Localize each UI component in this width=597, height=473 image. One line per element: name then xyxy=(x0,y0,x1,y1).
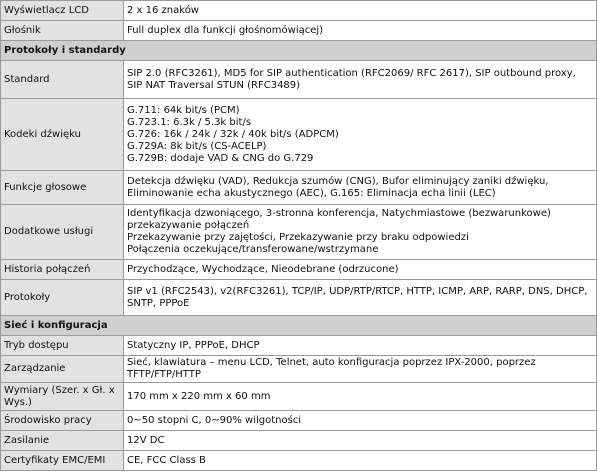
spec-value: G.711: 64k bit/s (PCM) G.723.1: 6.3k / 5.3k bit/s G.726: 16k / 24k / 32k / 40k bit/s (ADPCM) G.729A: 8k bit/s (CS-ACELP) G.729B: dodaje VAD & CNG do G.729 xyxy=(124,99,597,171)
spec-row xyxy=(1,21,597,41)
spec-label: Standard xyxy=(1,61,124,99)
spec-row xyxy=(1,1,597,21)
spec-row xyxy=(1,99,597,171)
spec-row xyxy=(1,336,597,356)
section-header xyxy=(1,41,597,61)
spec-label: Historia połączeń xyxy=(1,260,124,280)
spec-value: Sieć, klawiatura – menu LCD, Telnet, auto konfiguracja poprzez IPX-2000, poprzez TFTP/FTP/HTTP xyxy=(124,356,597,383)
spec-value: 2 x 16 znaków xyxy=(124,1,597,21)
spec-value: SIP v1 (RFC2543), v2(RFC3261), TCP/IP, UDP/RTP/RTCP, HTTP, ICMP, ARP, RARP, DNS, DHCP, SNTP, PPPoE xyxy=(124,280,597,316)
spec-row xyxy=(1,260,597,280)
spec-value: CE, FCC Class B xyxy=(124,451,597,471)
section-header xyxy=(1,316,597,336)
spec-row xyxy=(1,205,597,260)
spec-label: Funkcje głosowe xyxy=(1,171,124,205)
spec-label: Zasilanie xyxy=(1,431,124,451)
spec-row xyxy=(1,61,597,99)
spec-label: Certyfikaty EMC/EMI xyxy=(1,451,124,471)
spec-row xyxy=(1,280,597,316)
spec-value: Full duplex dla funkcji głośnomówiącej) xyxy=(124,21,597,41)
spec-label: Protokoły xyxy=(1,280,124,316)
spec-row xyxy=(1,411,597,431)
spec-value: SIP 2.0 (RFC3261), MD5 for SIP authentication (RFC2069/ RFC 2617), SIP outbound proxy, SIP NAT Traversal STUN (RFC3489) xyxy=(124,61,597,99)
spec-label: Wymiary (Szer. x Gł. x Wys.) xyxy=(1,383,124,411)
section-title: Sieć i konfiguracja xyxy=(1,316,597,336)
spec-value: Identyfikacja dzwoniącego, 3-stronna konferencja, Natychmiastowe (bezwarunkowe) przekazywanie połączeń Przekazywanie przy zajętości, Przekazywanie przy braku odpowiedzi Połączenia oczekujące/transferowane/wstrzymane xyxy=(124,205,597,260)
spec-label: Zarządzanie xyxy=(1,356,124,383)
spec-value: Przychodzące, Wychodzące, Nieodebrane (odrzucone) xyxy=(124,260,597,280)
spec-row xyxy=(1,431,597,451)
spec-label: Kodeki dźwięku xyxy=(1,99,124,171)
spec-row xyxy=(1,451,597,471)
spec-value: 0~50 stopni C, 0~90% wilgotności xyxy=(124,411,597,431)
spec-label: Wyświetlacz LCD xyxy=(1,1,124,21)
spec-value: Detekcja dźwięku (VAD), Redukcja szumów (CNG), Bufor eliminujący zaniki dźwięku, Eliminowanie echa akustycznego (AEC), G.165: Eliminacja echa linii (LEC) xyxy=(124,171,597,205)
spec-label: Głośnik xyxy=(1,21,124,41)
spec-label: Środowisko pracy xyxy=(1,411,124,431)
spec-row xyxy=(1,383,597,411)
spec-row xyxy=(1,171,597,205)
section-title: Protokoły i standardy xyxy=(1,41,597,61)
spec-value: 170 mm x 220 mm x 60 mm xyxy=(124,383,597,411)
spec-value: 12V DC xyxy=(124,431,597,451)
spec-value: Statyczny IP, PPPoE, DHCP xyxy=(124,336,597,356)
spec-row xyxy=(1,356,597,383)
spec-label: Tryb dostępu xyxy=(1,336,124,356)
spec-label: Dodatkowe usługi xyxy=(1,205,124,260)
